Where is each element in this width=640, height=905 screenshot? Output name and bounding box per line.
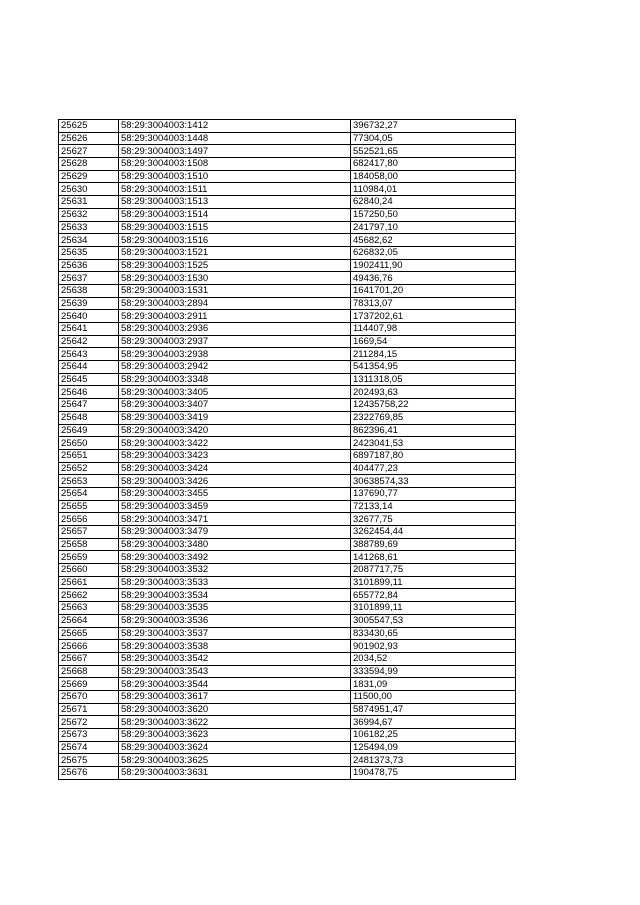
table-row (59, 741, 516, 754)
value-cell: 2087717,75 (351, 564, 516, 577)
value-cell: 12435758,22 (351, 399, 516, 412)
row-number-cell: 25639 (59, 297, 119, 310)
table-row (59, 386, 516, 399)
value-cell: 3101899,11 (351, 576, 516, 589)
table-row (59, 234, 516, 247)
row-number-cell: 25626 (59, 132, 119, 145)
cadastral-number-cell: 58:29:3004003:3623 (119, 729, 351, 742)
cadastral-number-cell: 58:29:3004003:3631 (119, 767, 351, 780)
value-cell: 184058,00 (351, 170, 516, 183)
table-row (59, 424, 516, 437)
cadastral-number-cell: 58:29:3004003:3542 (119, 652, 351, 665)
table-row (59, 652, 516, 665)
row-number-cell: 25628 (59, 158, 119, 171)
row-number-cell: 25631 (59, 196, 119, 209)
row-number-cell: 25655 (59, 500, 119, 513)
table-row (59, 259, 516, 272)
table-row (59, 564, 516, 577)
row-number-cell: 25647 (59, 399, 119, 412)
cadastral-number-cell: 58:29:3004003:3422 (119, 437, 351, 450)
cadastral-number-cell: 58:29:3004003:3535 (119, 602, 351, 615)
table-row (59, 678, 516, 691)
value-cell: 77304,05 (351, 132, 516, 145)
row-number-cell: 25673 (59, 729, 119, 742)
cadastral-number-cell: 58:29:3004003:1510 (119, 170, 351, 183)
cadastral-number-cell: 58:29:3004003:1531 (119, 284, 351, 297)
cadastral-number-cell: 58:29:3004003:3479 (119, 526, 351, 539)
row-number-cell: 25652 (59, 462, 119, 475)
value-cell: 32677,75 (351, 513, 516, 526)
row-number-cell: 25656 (59, 513, 119, 526)
table-row (59, 335, 516, 348)
value-cell: 114407,98 (351, 323, 516, 336)
cadastral-number-cell: 58:29:3004003:3455 (119, 487, 351, 500)
row-number-cell: 25646 (59, 386, 119, 399)
cadastral-number-cell: 58:29:3004003:3620 (119, 703, 351, 716)
row-number-cell: 25627 (59, 145, 119, 158)
cadastral-number-cell: 58:29:3004003:3625 (119, 754, 351, 767)
value-cell: 125494,09 (351, 741, 516, 754)
value-cell: 137690,77 (351, 487, 516, 500)
cadastral-number-cell: 58:29:3004003:1508 (119, 158, 351, 171)
cadastral-number-cell: 58:29:3004003:1516 (119, 234, 351, 247)
cadastral-number-cell: 58:29:3004003:2911 (119, 310, 351, 323)
table-row (59, 767, 516, 780)
value-cell: 833430,65 (351, 627, 516, 640)
cadastral-number-cell: 58:29:3004003:1530 (119, 272, 351, 285)
row-number-cell: 25625 (59, 120, 119, 133)
table-row (59, 373, 516, 386)
row-number-cell: 25633 (59, 221, 119, 234)
row-number-cell: 25632 (59, 208, 119, 221)
value-cell: 3262454,44 (351, 526, 516, 539)
value-cell: 682417,80 (351, 158, 516, 171)
table-row (59, 703, 516, 716)
cadastral-number-cell: 58:29:3004003:1525 (119, 259, 351, 272)
value-cell: 45682,62 (351, 234, 516, 247)
cadastral-number-cell: 58:29:3004003:1521 (119, 246, 351, 259)
row-number-cell: 25658 (59, 538, 119, 551)
cadastral-number-cell: 58:29:3004003:2938 (119, 348, 351, 361)
cadastral-number-cell: 58:29:3004003:3538 (119, 640, 351, 653)
cadastral-number-cell: 58:29:3004003:1513 (119, 196, 351, 209)
row-number-cell: 25640 (59, 310, 119, 323)
value-cell: 404477,23 (351, 462, 516, 475)
table-row (59, 399, 516, 412)
table-row (59, 500, 516, 513)
row-number-cell: 25668 (59, 665, 119, 678)
cadastral-number-cell: 58:29:3004003:3420 (119, 424, 351, 437)
cadastral-number-cell: 58:29:3004003:3480 (119, 538, 351, 551)
value-cell: 49436,76 (351, 272, 516, 285)
value-cell: 211284,15 (351, 348, 516, 361)
cadastral-number-cell: 58:29:3004003:1511 (119, 183, 351, 196)
row-number-cell: 25630 (59, 183, 119, 196)
value-cell: 3101899,11 (351, 602, 516, 615)
cadastral-number-cell: 58:29:3004003:3492 (119, 551, 351, 564)
table-row (59, 132, 516, 145)
table-row (59, 526, 516, 539)
row-number-cell: 25648 (59, 411, 119, 424)
table-row (59, 487, 516, 500)
row-number-cell: 25649 (59, 424, 119, 437)
table-row (59, 690, 516, 703)
table-row (59, 411, 516, 424)
table-row (59, 475, 516, 488)
value-cell: 1669,54 (351, 335, 516, 348)
row-number-cell: 25675 (59, 754, 119, 767)
cadastral-number-cell: 58:29:3004003:2942 (119, 361, 351, 374)
value-cell: 1902411,90 (351, 259, 516, 272)
cadastral-number-cell: 58:29:3004003:3407 (119, 399, 351, 412)
cadastral-number-cell: 58:29:3004003:3426 (119, 475, 351, 488)
table-row (59, 437, 516, 450)
row-number-cell: 25645 (59, 373, 119, 386)
row-number-cell: 25634 (59, 234, 119, 247)
table-row (59, 754, 516, 767)
value-cell: 157250,50 (351, 208, 516, 221)
cadastral-number-cell: 58:29:3004003:3419 (119, 411, 351, 424)
row-number-cell: 25654 (59, 487, 119, 500)
table-row (59, 538, 516, 551)
table-row (59, 614, 516, 627)
cadastral-number-cell: 58:29:3004003:1497 (119, 145, 351, 158)
row-number-cell: 25650 (59, 437, 119, 450)
row-number-cell: 25643 (59, 348, 119, 361)
value-cell: 862396,41 (351, 424, 516, 437)
value-cell: 36994,67 (351, 716, 516, 729)
table-row (59, 120, 516, 133)
cadastral-number-cell: 58:29:3004003:3617 (119, 690, 351, 703)
value-cell: 2322769,85 (351, 411, 516, 424)
value-cell: 141268,61 (351, 551, 516, 564)
cadastral-number-cell: 58:29:3004003:2894 (119, 297, 351, 310)
row-number-cell: 25669 (59, 678, 119, 691)
table-row (59, 284, 516, 297)
row-number-cell: 25664 (59, 614, 119, 627)
cadastral-number-cell: 58:29:3004003:1448 (119, 132, 351, 145)
row-number-cell: 25665 (59, 627, 119, 640)
cadastral-number-cell: 58:29:3004003:3533 (119, 576, 351, 589)
value-cell: 541354,95 (351, 361, 516, 374)
cadastral-number-cell: 58:29:3004003:3405 (119, 386, 351, 399)
cadastral-number-cell: 58:29:3004003:3348 (119, 373, 351, 386)
value-cell: 901902,93 (351, 640, 516, 653)
value-cell: 552521,65 (351, 145, 516, 158)
row-number-cell: 25663 (59, 602, 119, 615)
table-row (59, 716, 516, 729)
row-number-cell: 25644 (59, 361, 119, 374)
value-cell: 106182,25 (351, 729, 516, 742)
row-number-cell: 25635 (59, 246, 119, 259)
table-row (59, 158, 516, 171)
value-cell: 78313,07 (351, 297, 516, 310)
table-row (59, 462, 516, 475)
table-row (59, 348, 516, 361)
cadastral-number-cell: 58:29:3004003:3543 (119, 665, 351, 678)
row-number-cell: 25629 (59, 170, 119, 183)
table-row (59, 665, 516, 678)
cadastral-number-cell: 58:29:3004003:3624 (119, 741, 351, 754)
value-cell: 2034,52 (351, 652, 516, 665)
table-row (59, 145, 516, 158)
value-cell: 190478,75 (351, 767, 516, 780)
table-row (59, 449, 516, 462)
value-cell: 1831,09 (351, 678, 516, 691)
value-cell: 626832,05 (351, 246, 516, 259)
table-row (59, 627, 516, 640)
row-number-cell: 25642 (59, 335, 119, 348)
table-row (59, 246, 516, 259)
table-row (59, 221, 516, 234)
cadastral-number-cell: 58:29:3004003:3537 (119, 627, 351, 640)
value-cell: 202493,63 (351, 386, 516, 399)
value-cell: 6897187,80 (351, 449, 516, 462)
cadastral-number-cell: 58:29:3004003:2937 (119, 335, 351, 348)
value-cell: 333594,99 (351, 665, 516, 678)
row-number-cell: 25657 (59, 526, 119, 539)
cadastral-number-cell: 58:29:3004003:1514 (119, 208, 351, 221)
value-cell: 388789,69 (351, 538, 516, 551)
table-row (59, 589, 516, 602)
row-number-cell: 25670 (59, 690, 119, 703)
cadastral-number-cell: 58:29:3004003:3459 (119, 500, 351, 513)
table-row (59, 196, 516, 209)
row-number-cell: 25672 (59, 716, 119, 729)
row-number-cell: 25662 (59, 589, 119, 602)
table-row (59, 272, 516, 285)
table-row (59, 602, 516, 615)
cadastral-value-table (58, 119, 516, 780)
value-cell: 72133,14 (351, 500, 516, 513)
cadastral-number-cell: 58:29:3004003:3423 (119, 449, 351, 462)
table-row (59, 513, 516, 526)
table-body (59, 120, 516, 780)
table-row (59, 310, 516, 323)
cadastral-number-cell: 58:29:3004003:3622 (119, 716, 351, 729)
table-row (59, 361, 516, 374)
value-cell: 62840,24 (351, 196, 516, 209)
value-cell: 1311318,05 (351, 373, 516, 386)
table-row (59, 297, 516, 310)
table-row (59, 323, 516, 336)
value-cell: 5874951,47 (351, 703, 516, 716)
row-number-cell: 25661 (59, 576, 119, 589)
value-cell: 110984,01 (351, 183, 516, 196)
cadastral-number-cell: 58:29:3004003:2936 (119, 323, 351, 336)
row-number-cell: 25660 (59, 564, 119, 577)
value-cell: 2423041,53 (351, 437, 516, 450)
cadastral-number-cell: 58:29:3004003:1515 (119, 221, 351, 234)
table-row (59, 170, 516, 183)
cadastral-number-cell: 58:29:3004003:3544 (119, 678, 351, 691)
value-cell: 396732,27 (351, 120, 516, 133)
value-cell: 1641701,20 (351, 284, 516, 297)
value-cell: 30638574,33 (351, 475, 516, 488)
row-number-cell: 25637 (59, 272, 119, 285)
row-number-cell: 25636 (59, 259, 119, 272)
row-number-cell: 25641 (59, 323, 119, 336)
value-cell: 241797,10 (351, 221, 516, 234)
row-number-cell: 25653 (59, 475, 119, 488)
table-row (59, 551, 516, 564)
value-cell: 11500,00 (351, 690, 516, 703)
table-row (59, 640, 516, 653)
value-cell: 655772,84 (351, 589, 516, 602)
row-number-cell: 25666 (59, 640, 119, 653)
value-cell: 2481373,73 (351, 754, 516, 767)
value-cell: 1737202,61 (351, 310, 516, 323)
cadastral-number-cell: 58:29:3004003:3424 (119, 462, 351, 475)
row-number-cell: 25651 (59, 449, 119, 462)
row-number-cell: 25676 (59, 767, 119, 780)
cadastral-number-cell: 58:29:3004003:3471 (119, 513, 351, 526)
table-row (59, 183, 516, 196)
cadastral-number-cell: 58:29:3004003:1412 (119, 120, 351, 133)
value-cell: 3005547,53 (351, 614, 516, 627)
data-sheet (58, 119, 515, 780)
row-number-cell: 25667 (59, 652, 119, 665)
row-number-cell: 25638 (59, 284, 119, 297)
table-row (59, 208, 516, 221)
cadastral-number-cell: 58:29:3004003:3536 (119, 614, 351, 627)
table-row (59, 576, 516, 589)
cadastral-number-cell: 58:29:3004003:3532 (119, 564, 351, 577)
table-row (59, 729, 516, 742)
cadastral-number-cell: 58:29:3004003:3534 (119, 589, 351, 602)
row-number-cell: 25659 (59, 551, 119, 564)
row-number-cell: 25674 (59, 741, 119, 754)
row-number-cell: 25671 (59, 703, 119, 716)
